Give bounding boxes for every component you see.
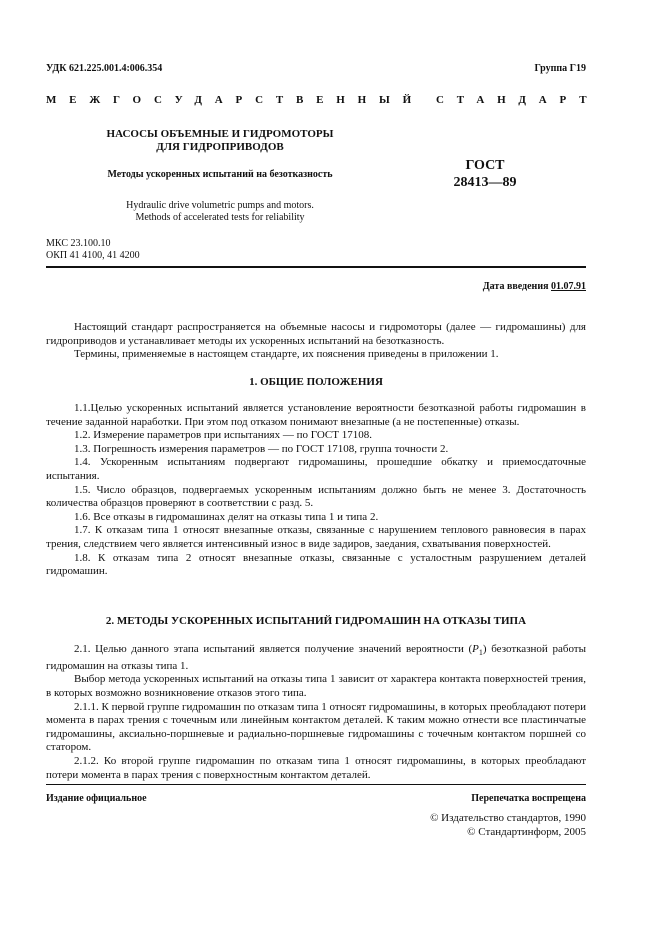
- header-divider: [46, 266, 586, 268]
- intro-block: [46, 321, 586, 362]
- introduction-date-label: Дата введения: [482, 281, 549, 292]
- standard-type-right: СТАНДАРТ: [436, 94, 600, 106]
- section-2-paragraph-2-1: 2.1. Целью данного этапа испытаний является получение значений вероятности $(P_1)$ безотказной работы гидромашин на отказы типа 1.: [46, 643, 586, 672]
- section-1-heading: 1. ОБЩИЕ ПОЛОЖЕНИЯ: [249, 376, 383, 388]
- title-line-1: НАСОСЫ ОБЪЕМНЫЕ И ГИДРОМОТОРЫ: [106, 128, 334, 140]
- section-2-heading: 2. МЕТОДЫ УСКОРЕННЫХ ИСПЫТАНИЙ ГИДРОМАШИН НА ОТКАЗЫ ТИПА: [105, 615, 527, 627]
- gost-label: ГОСТ: [465, 158, 505, 173]
- intro-paragraph: Термины, применяемые в настоящем стандарте, их пояснения приведены в приложении 1.: [74, 348, 499, 361]
- standard-type-left: МЕЖГОСУДАРСТВЕННЫЙ: [46, 94, 424, 106]
- section-1-paragraph: 1.1.Целью ускоренных испытаний является установление вероятности безотказной работы гидромашин в течение заданной наработки. При этом под отказом понимают внезапные (а не постепенные) отказы.: [46, 402, 586, 428]
- title-english-2: Methods of accelerated tests for reliability: [135, 212, 305, 223]
- okp-code: ОКП 41 4100, 41 4200: [46, 250, 140, 261]
- gost-number: 28413—89: [453, 175, 517, 190]
- section-1-paragraph: 1.4. Ускоренным испытаниям подвергают гидромашины, прошедшие обкатку и приемосдаточные испытания.: [46, 456, 586, 482]
- footer-divider: [46, 784, 586, 785]
- section-1-paragraph: 1.5. Число образцов, подвергаемых ускоренным испытаниям должно быть не менее 3. Достаточность количества образцов проверяют в соответствии с разд. 5.: [46, 483, 586, 510]
- probability-symbol: P: [472, 643, 479, 655]
- section-1-paragraph: 1.6. Все отказы в гидромашинах делят на отказы типа 1 и типа 2.: [74, 510, 379, 523]
- mks-code: МКС 23.100.10: [46, 238, 111, 249]
- section-2-paragraph: 2.1.1. К первой группе гидромашин по отказам типа 1 относят гидромашины, в которых преобладают потери момента в парах трения с точечным или линейным контактом деталей. К таким можно отнести все пластинчатые гидромашины, аксиально-поршневые и радиально-поршневые гидромашины с точечным контактом поршней со статором.: [46, 700, 586, 754]
- section-2-body: [46, 643, 586, 782]
- copyright-line-1: © Издательство стандартов, 1990: [430, 812, 586, 824]
- udk-code: УДК 621.225.001.4:006.354: [46, 63, 163, 74]
- footer-official-edition: Издание официальное: [46, 793, 147, 804]
- section-1-paragraph: 1.7. К отказам типа 1 относят внезапные отказы, связанные с нарушением теплового равновесия в парах трения, следствием чего является интенсивный износ в виде задиров, заедания, схватывания поверхностей.: [46, 524, 586, 550]
- section-1-paragraph: 1.8. К отказам типа 2 относят внезапные отказы, связанные с усталостным разрушением деталей гидромашин.: [46, 551, 586, 578]
- introduction-date: [483, 280, 586, 293]
- introduction-date-value: 01.07.91: [551, 281, 586, 292]
- section-1-paragraph: 1.2. Измерение параметров при испытаниях — по ГОСТ 17108.: [74, 429, 372, 442]
- probability-subscript: 1: [478, 648, 483, 658]
- title-line-2: ДЛЯ ГИДРОПРИВОДОВ: [156, 141, 284, 153]
- section-1-body: [46, 402, 586, 579]
- copyright-line-2: © Стандартинформ, 2005: [467, 826, 586, 838]
- group-code: Группа Г19: [534, 63, 586, 74]
- title-subtitle: Методы ускоренных испытаний на безотказность: [107, 169, 333, 180]
- section-2-paragraph: Выбор метода ускоренных испытаний на отказы типа 1 зависит от характера контакта поверхностей трения, в которых возможно возникновение отказов этого типа.: [46, 673, 586, 699]
- intro-paragraph: Настоящий стандарт распространяется на объемные насосы и гидромоторы (далее — гидромашины) для гидроприводов и устанавливает методы их ускоренных испытаний на безотказность.: [46, 321, 586, 347]
- title-english-1: Hydraulic drive volumetric pumps and motors.: [126, 200, 314, 211]
- footer-reprint-prohibited: Перепечатка воспрещена: [471, 793, 586, 804]
- section-1-paragraph: 1.3. Погрешность измерения параметров — по ГОСТ 17108, группа точности 2.: [74, 442, 449, 455]
- section-2-paragraph: 2.1.2. Ко второй группе гидромашин по отказам типа 1 относят гидромашины, в которых преобладают потери момента в парах трения с поверхностным контактом деталей.: [46, 754, 586, 781]
